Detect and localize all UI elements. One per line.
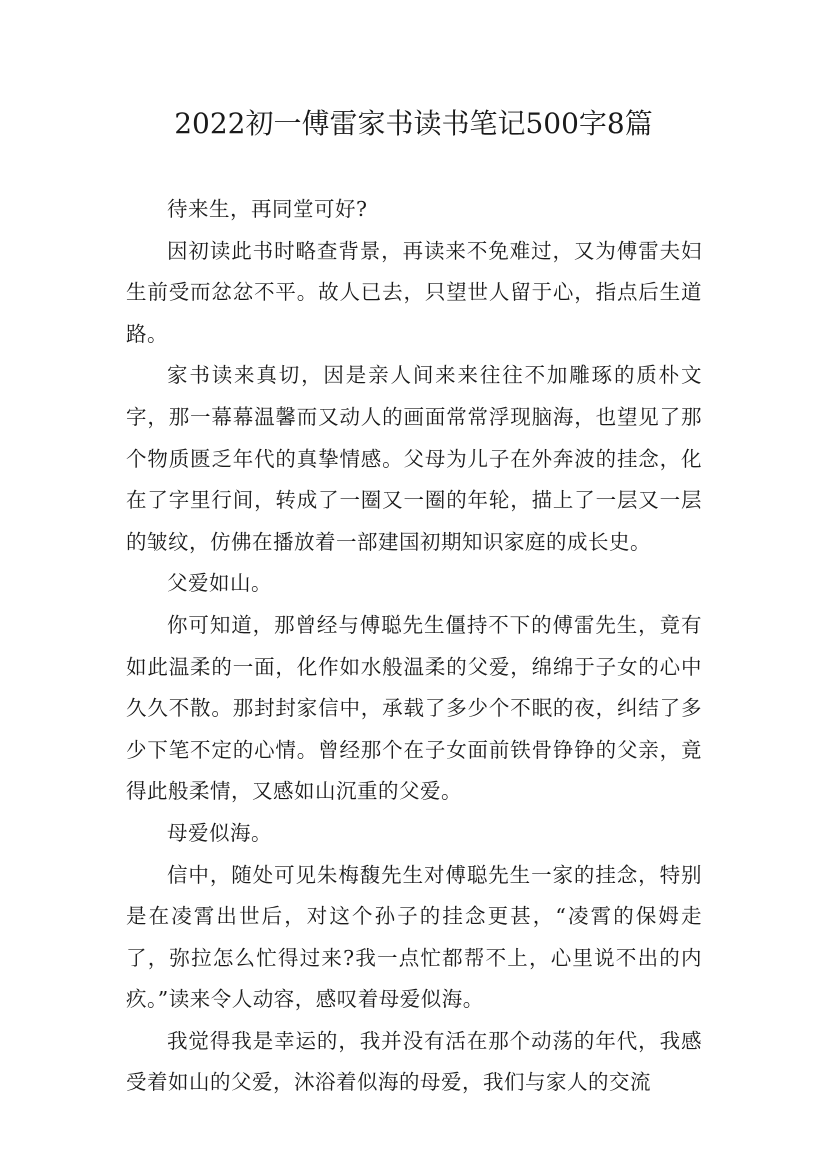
paragraph: 信中，随处可见朱梅馥先生对傅聪先生一家的挂念，特别是在凌霄出世后，对这个孙子的挂念更甚，“凌霄的保姆走了，弥拉怎么忙得过来?我一点忙都帮不上，心里说不出的内疚。”读来令人动容，感叹着母爱似海。	[126, 862, 702, 1012]
paragraph: 因初读此书时略查背景，再读来不免难过，又为傅雷夫妇生前受而忿忿不平。故人已去，只望世人留于心，指点后生道路。	[126, 238, 702, 346]
paragraph: 母爱似海。	[167, 820, 272, 845]
paragraph: 家书读来真切，因是亲人间来来往往不加雕琢的质朴文字，那一幕幕温馨而又动人的画面常常浮现脑海，也望见了那个物质匮乏年代的真挚情感。父母为儿子在外奔波的挂念，化在了字里行间，转成了一圈又一圈的年轮，描上了一层又一层的皱纹，仿佛在播放着一部建国初期知识家庭的成长史。	[126, 363, 702, 554]
paragraph: 我觉得我是幸运的，我并没有活在那个动荡的年代，我感受着如山的父爱，沐浴着似海的母爱，我们与家人的交流	[126, 1028, 702, 1095]
document-body	[126, 189, 702, 1104]
document-title: 2022初一傅雷家书读书笔记500字8篇	[174, 107, 653, 140]
paragraph: 父爱如山。	[167, 571, 272, 596]
paragraph: 待来生，再同堂可好?	[167, 197, 368, 221]
paragraph: 你可知道，那曾经与傅聪先生僵持不下的傅雷先生，竟有如此温柔的一面，化作如水般温柔的父爱，绵绵于子女的心中久久不散。那封封家信中，承载了多少个不眠的夜，纠结了多少下笔不定的心情。曾经那个在子女面前铁骨铮铮的父亲，竟得此般柔情，又感如山沉重的父爱。	[126, 612, 702, 804]
